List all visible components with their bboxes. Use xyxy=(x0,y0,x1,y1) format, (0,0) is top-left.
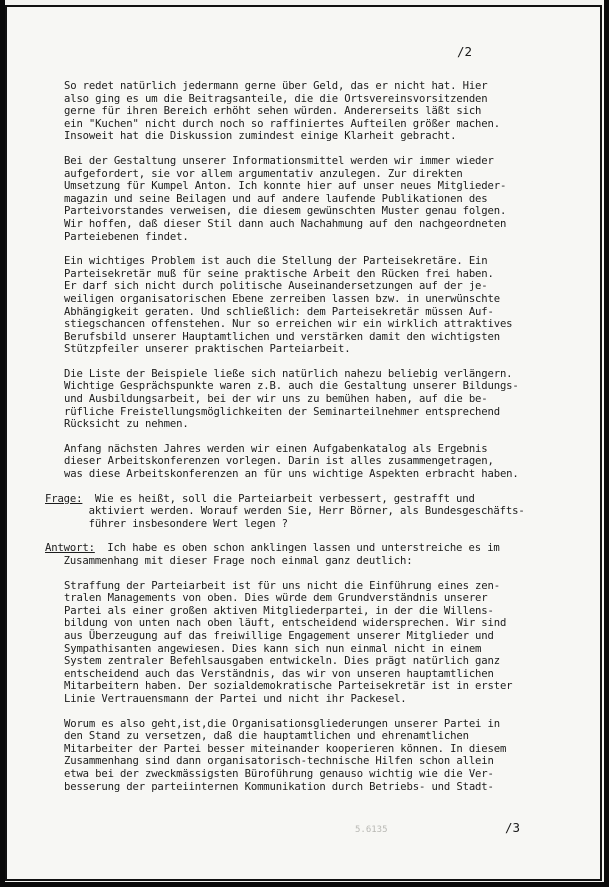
paragraph-party-secretaries: Ein wichtiges Problem ist auch die Stellung der Parteisekretäre. Ein Parteisekretär muß für seine praktische Arbeit den Rücken frei haben. Er darf sich nicht durch politische Auseinandersetzungen auf der je- weiligen organisatorischen Ebene zerreiben lassen bzw. in unerwünschte Abhängigkeit geraten. Und schließlich: dem Parteisekretär müssen Auf- stiegschancen offenstehen. Nur so erreichen wir ein wirklich attraktives Berufsbild unserer Hauptamtlichen und verstärken damit den wichtigsten Stützpfeiler unserer praktischen Parteiarbeit. xyxy=(64,255,513,356)
paragraph-streamlining: Straffung der Parteiarbeit ist für uns nicht die Einführung eines zen- tralen Managements von oben. Dies würde dem Grundverständnis unserer Partei als einer großen aktiven Mitgliederpartei, in der die Willens- bildung von unten nach oben läuft, entscheidend widersprechen. Wir sind aus Überzeugung auf das freiwillige Engagement unserer Mitglieder und Sympathisanten angewiesen. Dies kann sich nun einmal nicht in einem System zentraler Befehlsausgaben entwickeln. Dies prägt natürlich ganz entscheidend auch das Verständnis, das wir von unseren hauptamtlichen Mitarbeitern haben. Der sozialdemokratische Parteisekretär ist in erster Linie Vertrauensmann der Partei und nicht ihr Packesel. xyxy=(64,579,513,705)
document-body xyxy=(45,80,564,805)
page-number-top: /2 xyxy=(457,44,473,59)
page-number-bottom: /3 xyxy=(505,820,521,835)
paragraph-task-catalog: Anfang nächsten Jahres werden wir einen Aufgabenkatalog als Ergebnis dieser Arbeitskonferenzen vorlegen. Darin ist alles zusammengetragen, was diese Arbeitskonferenzen an für uns wichtige Aspekten erbracht haben. xyxy=(64,442,519,481)
paragraph-money: So redet natürlich jedermann gerne über Geld, das er nicht hat. Hier also ging es um die Beitragsanteile, die die Ortsvereinsvorsitzenden gerne für ihren Bereich erhöht sehen würden. Andererseits läßt sich ein "Kuchen" nicht durch noch so raffiniertes Aufteilen größer machen. Insoweit hat die Diskussion zumindest einige Klarheit gebracht. xyxy=(64,80,500,143)
question-block xyxy=(45,493,564,531)
faint-stamp: 5.6135 xyxy=(355,825,388,835)
answer-text: Ich habe es oben schon anklingen lassen und unterstreiche es im Zusammenhang mit dieser Frage noch einmal ganz deutlich: xyxy=(63,542,500,567)
paragraph-examples: Die Liste der Beispiele ließe sich natürlich nahezu beliebig verlängern. Wichtige Gesprächspunkte waren z.B. auch die Gestaltung unserer Bildungs- und Ausbildungsarbeit, bei der wir uns zu bemühen haben, auf die be- rüfliche Freistellungsmöglichkeiten der Seminarteilnehmer entsprechend Rücksicht zu nehmen. xyxy=(64,367,519,431)
question-label: Frage: xyxy=(45,492,83,505)
paragraph-information: Bei der Gestaltung unserer Informationsmittel werden wir immer wieder aufgefordert, sie vor allem argumentativ anzulegen. Zur direkten Umsetzung für Kumpel Anton. Ich konnte hier auf unser neues Mitglieder- magazin und seine Beilagen und auf andere laufende Publikationen des Parteivorstandes verweisen, die diesem gewünschten Muster genau folgen. Wir hoffen, daß dieser Stil dann auch Nachahmung auf den nachgeordneten Parteiebenen findet. xyxy=(64,154,507,243)
question-text: Wie es heißt, soll die Parteiarbeit verbessert, gestrafft und aktiviert werden. Worauf werden Sie, Herr Börner, als Bundesgeschäfts- führer insbesondere Wert legen ? xyxy=(88,492,525,530)
answer-label: Antwort: xyxy=(45,542,95,555)
scan-edge-right xyxy=(604,0,609,887)
paragraph-cooperation: Worum es also geht,ist,die Organisationsgliederungen unserer Partei in den Stand zu versetzen, daß die hauptamtlichen und ehrenamtlichen Mitarbeiter der Partei besser miteinander kooperieren können. In diesem Zusammenhang sind dann organisatorisch-technische Hilfen schon allein etwa bei der zweckmässigsten Büroführung genauso wichtig wie die Ver- besserung der parteiinternen Kommunikation durch Betriebs- und Stadt- xyxy=(64,717,507,793)
scan-edge-bottom xyxy=(0,882,609,887)
answer-block xyxy=(45,542,564,567)
